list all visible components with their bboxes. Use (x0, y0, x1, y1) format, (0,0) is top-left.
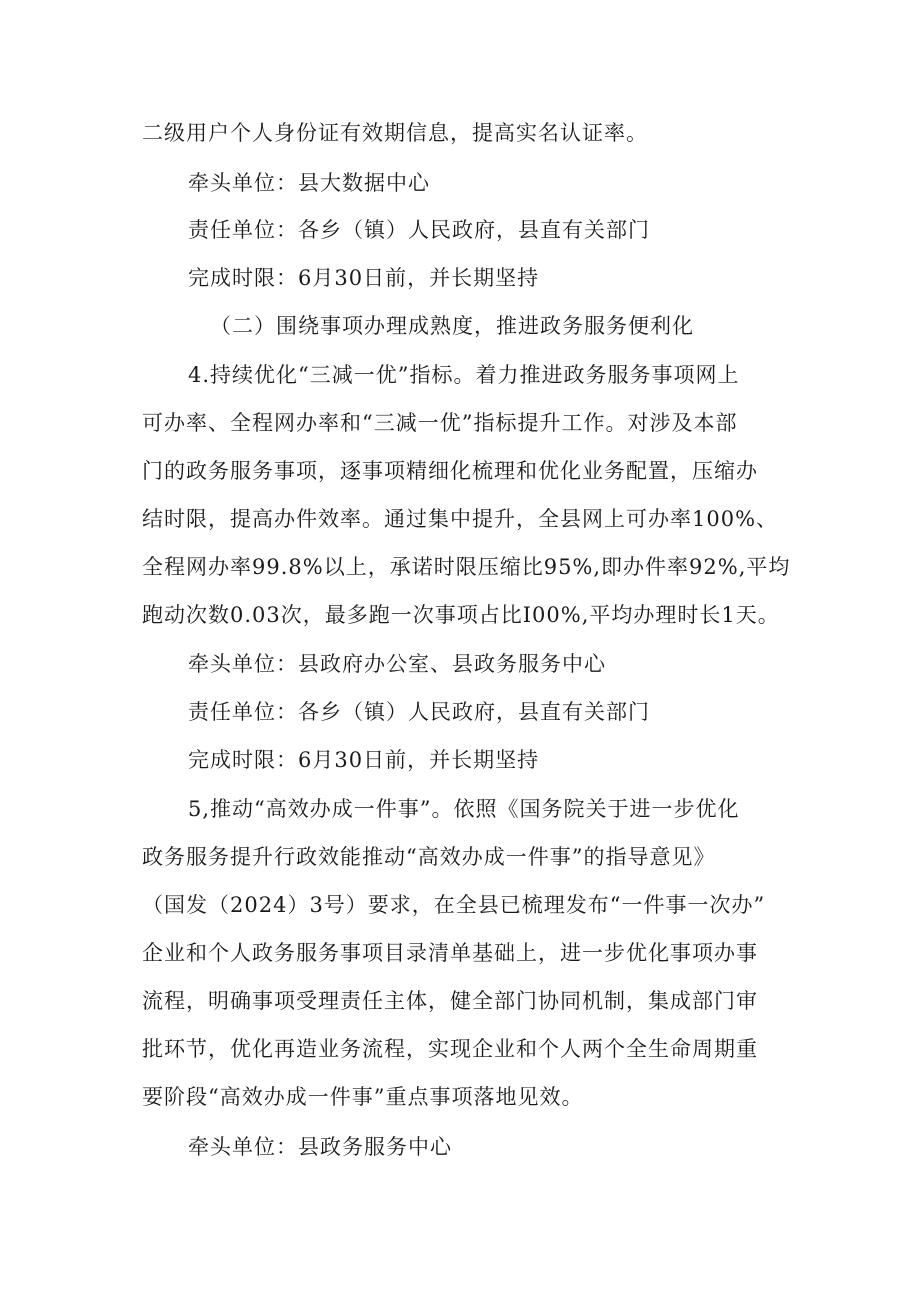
item-4-line-4: 结时限，提高办件效率。通过集中提升，全县网上可办率100%、 (142, 507, 779, 531)
item-5-line-5: 流程，明确事项受理责任主体，健全部门协同机制，集成部门审 (142, 989, 758, 1013)
lead-unit-line-3: 牵头单位：县政务服务中心 (188, 1135, 452, 1159)
item-4-line-1: 4.持续优化“三减一优”指标。着力推进政务服务事项网上 (188, 363, 740, 387)
item-5-line-3: （国发（2024）3号）要求，在全县已梳理发布“一件事一次办” (142, 893, 766, 917)
item-5-line-4: 企业和个人政务服务事项目录清单基础上，进一步优化事项办事 (142, 941, 758, 965)
item-4-line-2: 可办率、全程网办率和“三减一优”指标提升工作。对涉及本部 (142, 411, 738, 435)
item-4-line-6: 跑动次数0.03次，最多跑一次事项占比I00%,平均办理时长1天。 (142, 603, 780, 627)
item-4-line-5: 全程网办率99.8%以上，承诺时限压缩比95%,即办件率92%,平均 (142, 555, 791, 579)
deadline-line-1: 完成时限：6月30日前，并长期坚持 (188, 266, 540, 290)
item-5-line-6: 批环节，优化再造业务流程，实现企业和个人两个全生命周期重 (142, 1037, 758, 1061)
responsible-unit-line-2: 责任单位：各乡（镇）人民政府，县直有关部门 (188, 700, 650, 724)
item-5-line-7: 要阶段“高效办成一件事”重点事项落地见效。 (142, 1085, 584, 1109)
deadline-line-2: 完成时限：6月30日前，并长期坚持 (188, 748, 540, 772)
item-5-line-2: 政务服务提升行政效能推动“高效办成一件事”的指导意见》 (142, 845, 716, 869)
item-4-line-3: 门的政务服务事项，逐事项精细化梳理和优化业务配置，压缩办 (142, 459, 758, 483)
responsible-unit-line-1: 责任单位：各乡（镇）人民政府，县直有关部门 (188, 218, 650, 242)
paragraph-line-1: 二级用户个人身份证有效期信息，提高实名认证率。 (142, 121, 648, 145)
section-heading: （二）围绕事项办理成熟度，推进政务服务便利化 (210, 314, 694, 338)
item-5-line-1: 5,推动“高效办成一件事”。依照《国务院关于进一步优化 (188, 797, 740, 821)
lead-unit-line-2: 牵头单位：县政府办公室、县政务服务中心 (188, 652, 606, 676)
lead-unit-line-1: 牵头单位：县大数据中心 (188, 171, 430, 195)
